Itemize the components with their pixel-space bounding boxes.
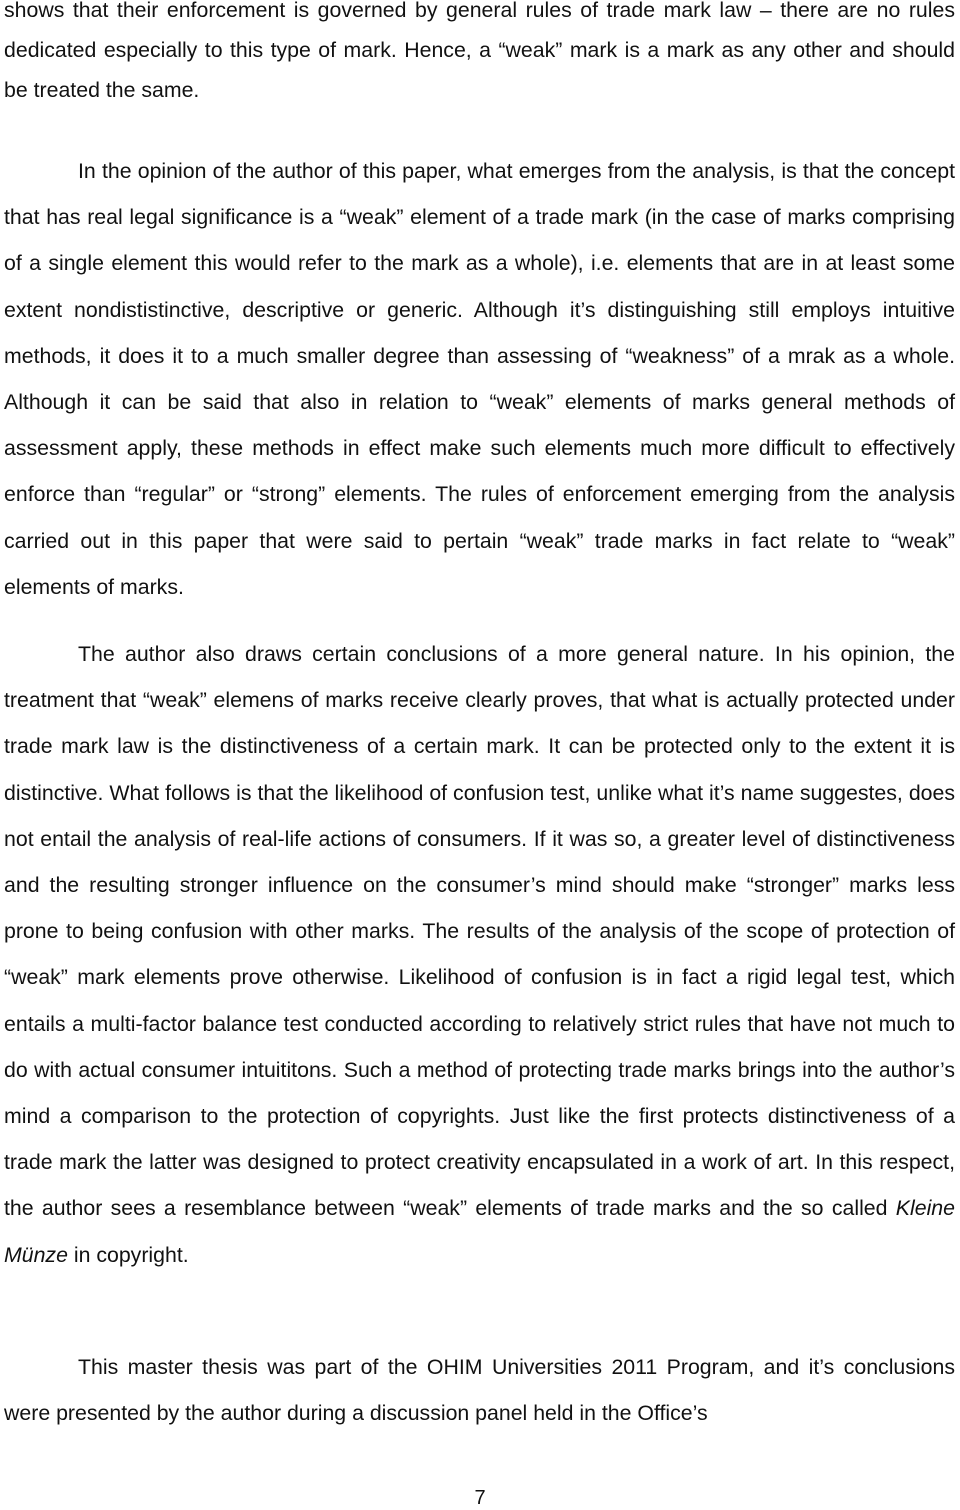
paragraph-3-text-end: in copyright. (67, 1242, 189, 1267)
paragraph-4-text: This master thesis was part of the OHIM Universities 2011 Program, and it’s conclusions were presented by the author during a discussion panel held in the Office’s (4, 1355, 955, 1426)
paragraph-3 (4, 631, 955, 1278)
page-number: 7 (474, 1487, 486, 1509)
paragraph-3-text: The author also draws certain conclusions of a more general nature. In his opinion, the treatment that “weak” elemens of marks receive clearly proves, that what is actually protected under trade mark law is the distinctiveness of a certain mark. It can be protected only to the extent it is distinctive. What follows is that the likelihood of confusion test, unlike what it’s name suggestes, does not entail the analysis of real-life actions of consumers. If it was so, a greater level of distinctiveness and the resulting stronger influence on the consumer’s mind should make “stronger” marks less prone to being confusion with other marks. The results of the analysis of the scope of protection of “weak” mark elements prove otherwise. Likelihood of confusion is in fact a rigid legal test, which entails a multi-factor balance test conducted according to relatively strict rules that have not much to do with actual consumer intuititons. Such a method of protecting trade marks brings into the author’s mind a comparison to the protection of copyrights. Just like the first protects distinctiveness of a trade mark the latter was designed to protect creativity encapsulated in a work of art. In this respect, the author sees a resemblance between “weak” elements of trade marks and the so called (4, 642, 955, 1221)
italic-term: Kleine Münze (4, 1196, 955, 1267)
paragraph-2-text: In the opinion of the author of this paper, what emerges from the analysis, is that the concept that has real legal significance is a “weak” element of a trade mark (in the case of marks comprising of a single element this would refer to the mark as a whole), i.e. elements that are in at least some extent nondististinctive, descriptive or generic. Although it’s distinguishing still employs intuitive methods, it does it to a much smaller degree than assessing of “weakness” of a mrak as a whole. Although it can be said that also in relation to “weak” elements of marks general methods of assessment apply, these methods in effect make such elements much more difficult to effectively enforce than “regular” or “strong” elements. The rules of enforcement emerging from the analysis carried out in this paper that were said to pertain “weak” trade marks in fact relate to “weak” elements of marks. (4, 159, 955, 599)
paragraph-2 (4, 148, 955, 610)
paragraph-4 (4, 1344, 955, 1436)
paragraph-1-text: shows that their enforcement is governed by general rules of trade mark law – there are no rules dedicated especially to this type of mark. Hence, a “weak” mark is a mark as any other and should be treated the same. (4, 0, 955, 102)
paragraph-1 (4, 0, 955, 110)
